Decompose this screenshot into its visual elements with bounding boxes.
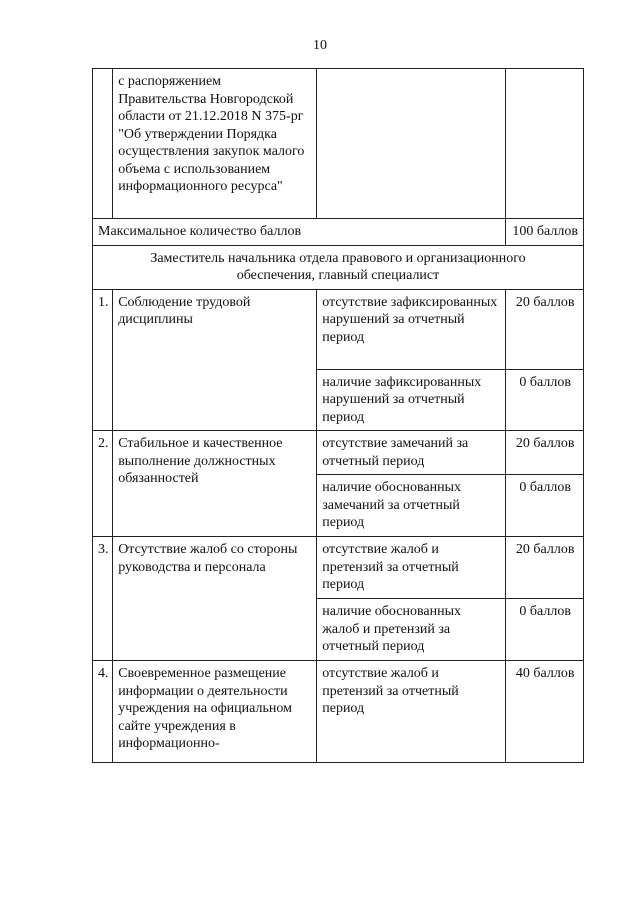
criterion-number: 1. — [93, 289, 113, 431]
condition-text: отсутствие жалоб и претензий за отчетный период — [317, 661, 506, 763]
condition-text: отсутствие жалоб и претензий за отчетный период — [317, 537, 506, 599]
condition-score: 0 баллов — [506, 599, 584, 661]
condition-text: наличие зафиксированных нарушений за отчетный период — [317, 369, 506, 431]
criterion-text: Соблюдение трудовой дисциплины — [113, 289, 317, 431]
max-score-row — [93, 219, 584, 246]
criterion-row — [93, 431, 584, 475]
max-score-value: 100 баллов — [506, 219, 584, 246]
number-cell — [93, 69, 113, 219]
score-cell — [506, 69, 584, 219]
condition-text: отсутствие зафиксированных нарушений за отчетный период — [317, 289, 506, 369]
condition-score: 20 баллов — [506, 431, 584, 475]
condition-cell — [317, 69, 506, 219]
page-number: 10 — [313, 38, 327, 53]
condition-text: наличие обоснованных замечаний за отчетный период — [317, 475, 506, 537]
section-title: Заместитель начальника отдела правового и организационного обеспечения, главный специалист — [93, 245, 584, 289]
condition-text: отсутствие замечаний за отчетный период — [317, 431, 506, 475]
criterion-text: Отсутствие жалоб со стороны руководства и персонала — [113, 537, 317, 661]
criterion-cell: с распоряжением Правительства Новгородской области от 21.12.2018 N 375-рг "Об утверждении Порядка осуществления закупок малого объема с использованием информационного ресурса" — [113, 69, 317, 219]
max-score-label: Максимальное количество баллов — [93, 219, 506, 246]
criterion-number: 2. — [93, 431, 113, 537]
condition-score: 0 баллов — [506, 369, 584, 431]
condition-score: 0 баллов — [506, 475, 584, 537]
criterion-row — [93, 661, 584, 763]
criterion-number: 3. — [93, 537, 113, 661]
evaluation-criteria-table — [92, 68, 584, 763]
continuation-row — [93, 69, 584, 219]
criterion-row — [93, 289, 584, 369]
condition-score: 20 баллов — [506, 289, 584, 369]
section-heading-row — [93, 245, 584, 289]
criterion-text: Своевременное размещение информации о деятельности учреждения на официальном сайте учреждения в информационно- — [113, 661, 317, 763]
criterion-row — [93, 537, 584, 599]
condition-score: 40 баллов — [506, 661, 584, 763]
condition-score: 20 баллов — [506, 537, 584, 599]
criterion-number: 4. — [93, 661, 113, 763]
criterion-text: Стабильное и качественное выполнение должностных обязанностей — [113, 431, 317, 537]
condition-text: наличие обоснованных жалоб и претензий за отчетный период — [317, 599, 506, 661]
